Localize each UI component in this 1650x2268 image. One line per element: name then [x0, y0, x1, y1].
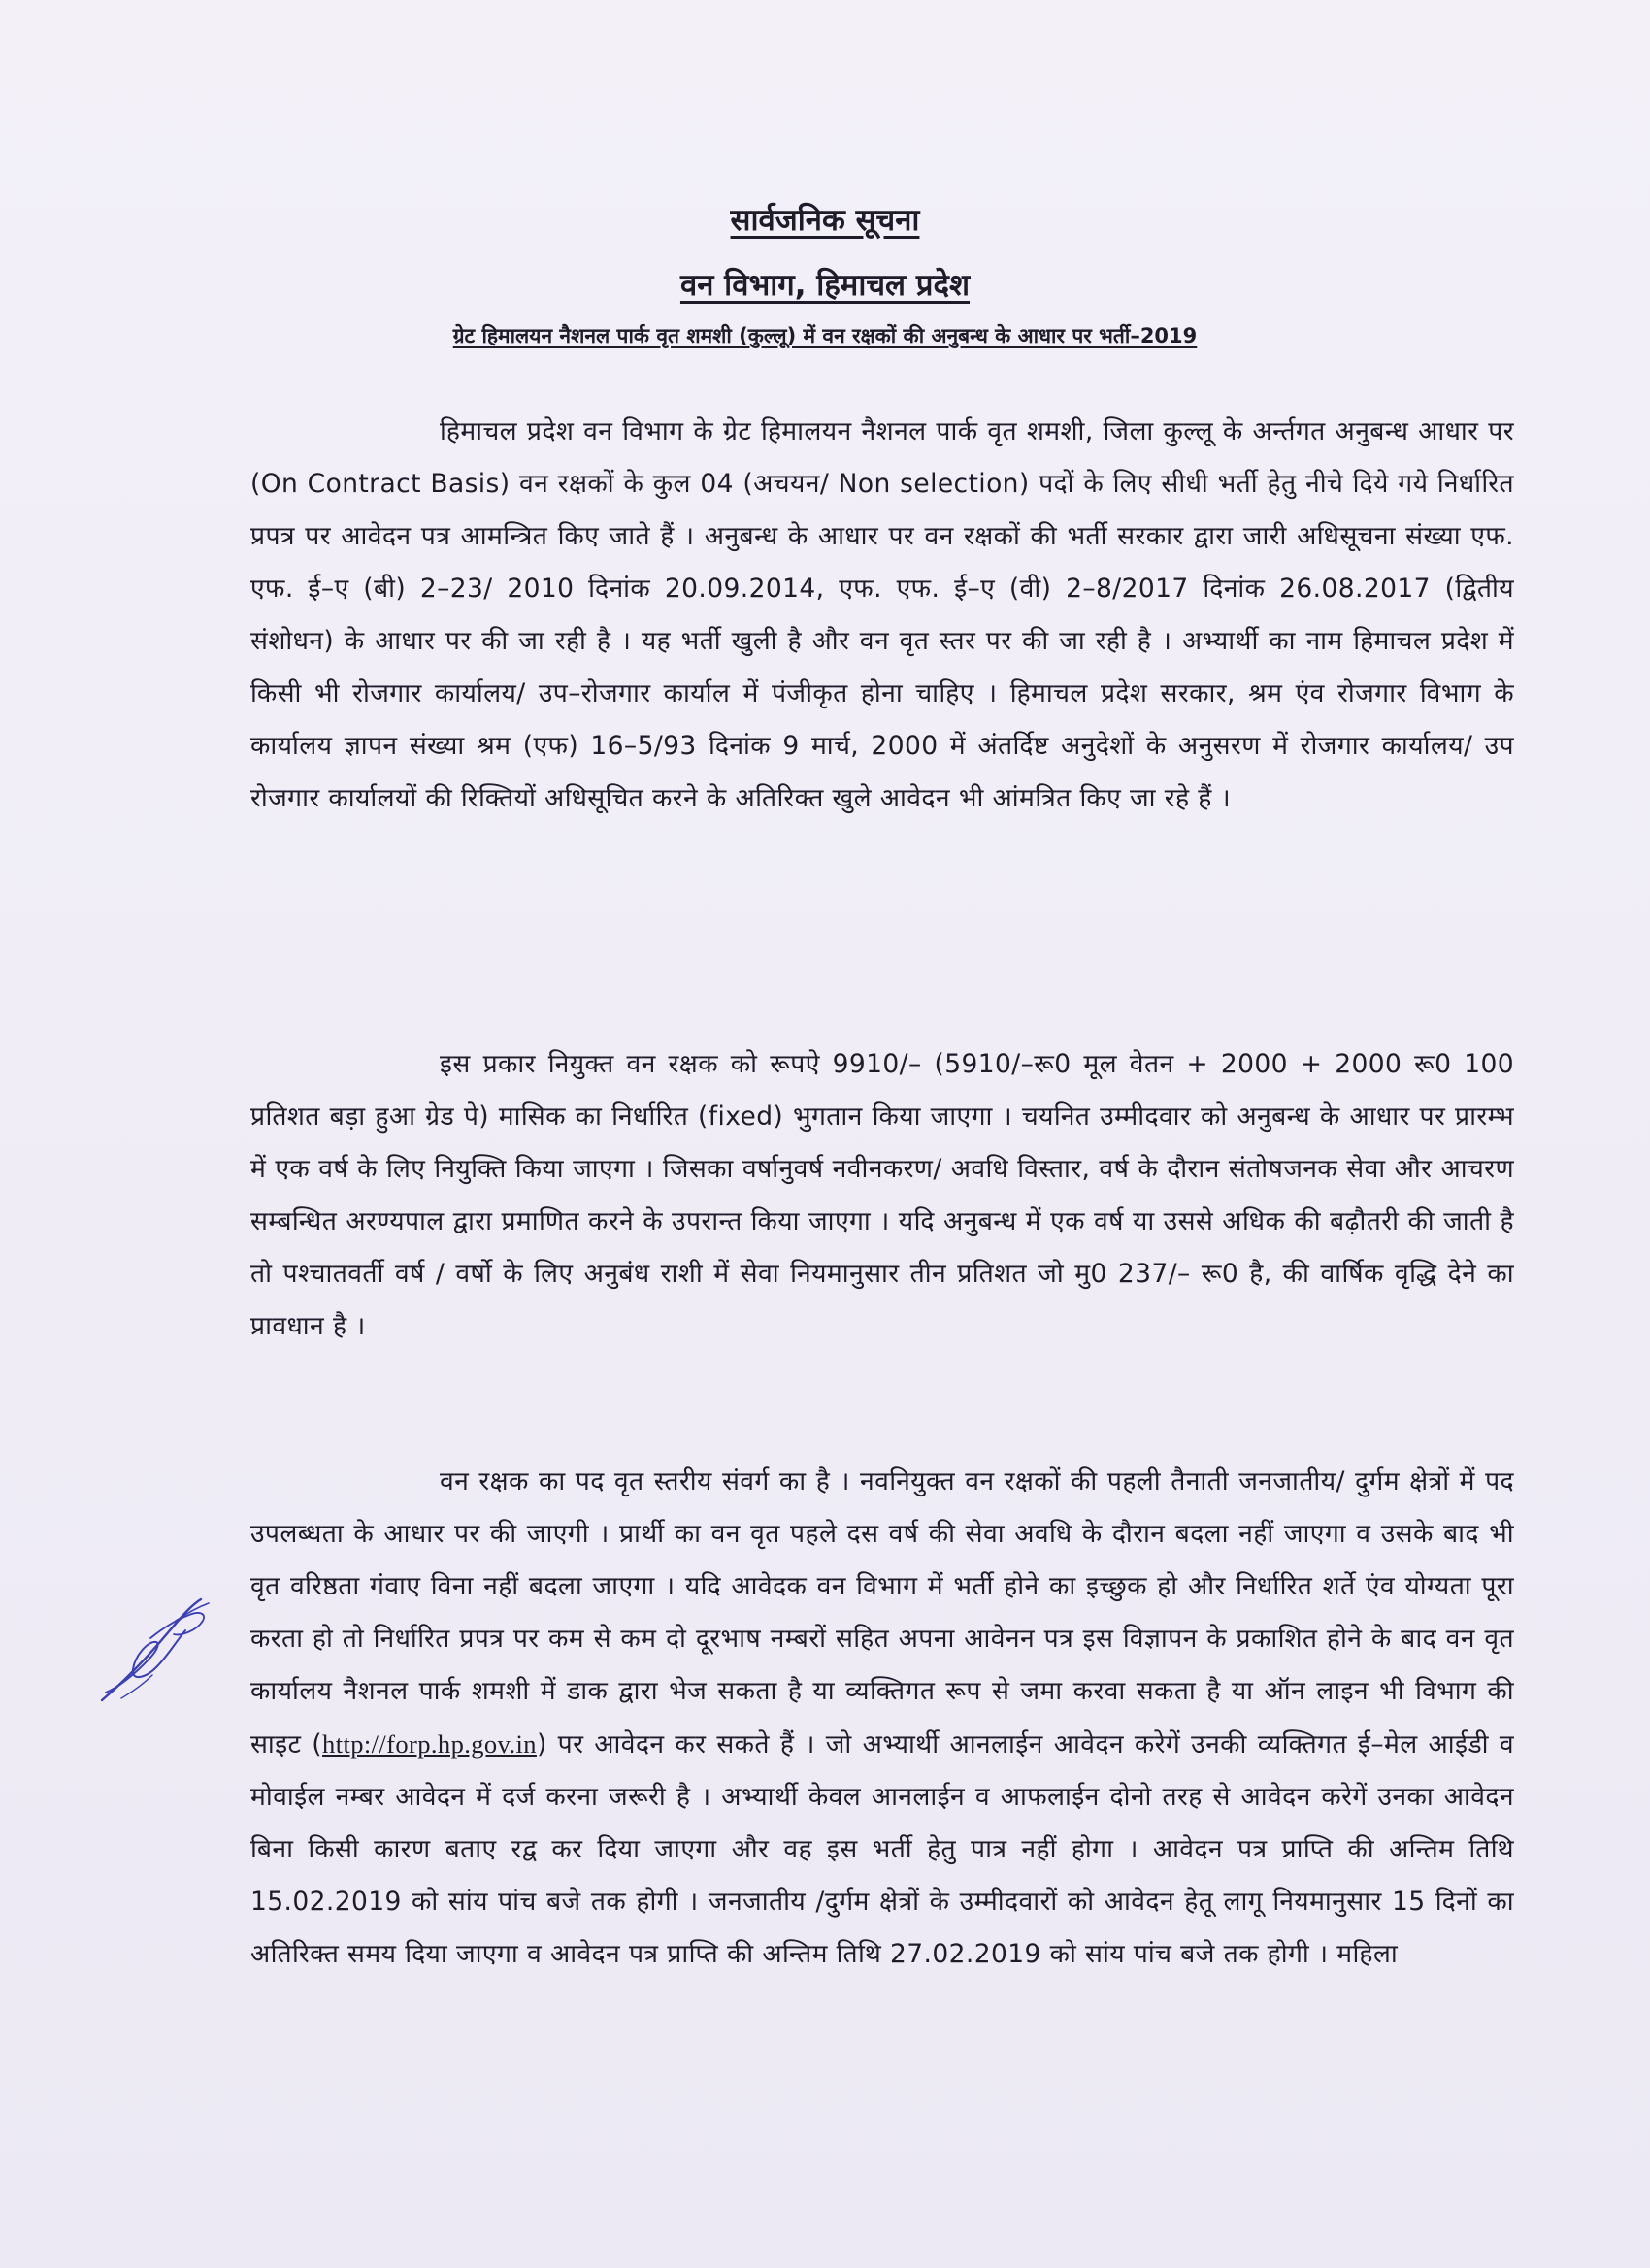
paragraph-2-text: इस प्रकार नियुक्त वन रक्षक को रूपऐ 9910/– (5910/–रू0 मूल वेतन + 2000 + 2000 रू0 100 प्रतिशत बड़ा हुआ ग्रेड पे) मासिक का निर्धारित (fixed) भुगतान किया जाएगा । चयनित उम्मीदवार को अनुबन्ध के आधार पर प्रारम्भ में एक वर्ष के लिए नियुक्ति किया जाएगा । जिसका वर्षानुवर्ष नवीनकरण/ अवधि विस्तार, वर्ष के दौरान संतोषजनक सेवा और आचरण सम्बन्धित अरण्यपाल द्वारा प्रमाणित करने के उपरान्त किया जाएगा । यदि अनुबन्ध में एक वर्ष या उससे अधिक की बढ़ौतरी की जाती है तो पश्चातवर्ती वर्ष / वर्षो के लिए अनुबंध राशी में सेवा नियमानुसार तीन प्रतिशत जो मु0 237/– रू0 है, की वार्षिक वृद्धि देने का प्रावधान है ।	[250, 1049, 1514, 1341]
paragraph-3-text-start: वन रक्षक का पद वृत स्तरीय संवर्ग का है । नवनियुक्त वन रक्षकों की पहली तैनाती जनजातीय/ दुर्गम क्षेत्रों में पद उपलब्धता के आधार पर की जाएगी । प्रार्थी का वन वृत पहले दस वर्ष की सेवा अवधि के दौरान बदला नहीं जाएगा व उसके बाद भी वृत वरिष्ठता गंवाए विना नहीं बदला जाएगा । यदि आवेदक वन विभाग में भर्ती होने का इच्छुक हो और निर्धारित शर्ते एंव योग्यता पूरा करता हो तो निर्धारित प्रपत्र पर कम से कम दो दूरभाष नम्बरों सहित अपना आवेनन पत्र इस विज्ञापन के प्रकाशित होने के बाद वन वृत कार्यालय नैशनल पार्क शमशी में डाक द्वारा भेज सकता है या व्यक्तिगत रूप से जमा करवा सकता है या ऑन लाइन भी विभाग की साइट (	[250, 1466, 1514, 1759]
notice-subtitle: ग्रेट हिमालयन नैशनल पार्क वृत शमशी (कुल्लू) में वन रक्षकों की अनुबन्ध के आधार पर भर्ती–2019	[452, 324, 1198, 347]
paragraph-3-text-end: ) पर आवेदन कर सकते हैं । जो अभ्यार्थी आनलाईन आवेदन करेगें उनकी व्यक्तिगत ई–मेल आईडी व मोवाईल नम्बर आवेदन में दर्ज करना जरूरी है । अभ्यार्थी केवल आनलाईन व आफलाईन दोनो तरह से आवेदन करेगें उनका आवेदन बिना किसी कारण बताए रद्व कर दिया जाएगा और वह इस भर्ती हेतु पात्र नहीं होगा । आवेदन पत्र प्राप्ति की अन्तिम तिथि 15.02.2019 को सांय पांच बजे तक होगी । जनजातीय /दुर्गम क्षेत्रों के उम्मीदवारों को आवेदन हेतू लागू नियमानुसार 15 दिनों का अतिरिक्त समय दिया जाएगा व आवेदन पत्र प्राप्ति की अन्तिम तिथि 27.02.2019 को सांय पांच बजे तक होगी । महिला	[250, 1729, 1514, 1969]
website-link[interactable]: http://forp.hp.gov.in	[322, 1729, 537, 1759]
signature-mark	[92, 1592, 218, 1708]
paragraph-2	[250, 1038, 1514, 1353]
department-heading: वन विभाग, हिमाचल प्रदेश	[679, 268, 971, 303]
notice-title: सार्वजनिक सूचना	[730, 203, 920, 238]
paragraph-3-text	[250, 1456, 1514, 1981]
paragraph-3	[250, 1456, 1514, 1981]
paragraph-1-text: हिमाचल प्रदेश वन विभाग के ग्रेट हिमालयन नैशनल पार्क वृत शमशी, जिला कुल्लू के अर्न्तगत अनुबन्ध आधार पर (On Contract Basis) वन रक्षकों के कुल 04 (अचयन/ Non selection) पदों के लिए सीधी भर्ती हेतु नीचे दिये गये निर्धारित प्रपत्र पर आवेदन पत्र आमन्त्रित किए जाते हैं । अनुबन्ध के आधार पर वन रक्षकों की भर्ती सरकार द्वारा जारी अधिसूचना संख्या एफ. एफ. ई–ए (बी) 2–23/ 2010 दिनांक 20.09.2014, एफ. एफ. ई–ए (वी) 2–8/2017 दिनांक 26.08.2017 (द्वितीय संशोधन) के आधार पर की जा रही है । यह भर्ती खुली है और वन वृत स्तर पर की जा रही है । अभ्यार्थी का नाम हिमाचल प्रदेश में किसी भी रोजगार कार्यालय/ उप–रोजगार कार्याल में पंजीकृत होना चाहिए । हिमाचल प्रदेश सरकार, श्रम एंव रोजगार विभाग के कार्यालय ज्ञापन संख्या श्रम (एफ) 16–5/93 दिनांक 9 मार्च, 2000 में अंतर्दिष्ट अनुदेशों के अनुसरण में रोजगार कार्यालय/ उप रोजगार कार्यालयों की रिक्तियों अधिसूचित करने के अतिरिक्त खुले आवेदन भी आंमत्रित किए जा रहे हैं ।	[250, 416, 1514, 813]
paragraph-1	[250, 406, 1514, 825]
